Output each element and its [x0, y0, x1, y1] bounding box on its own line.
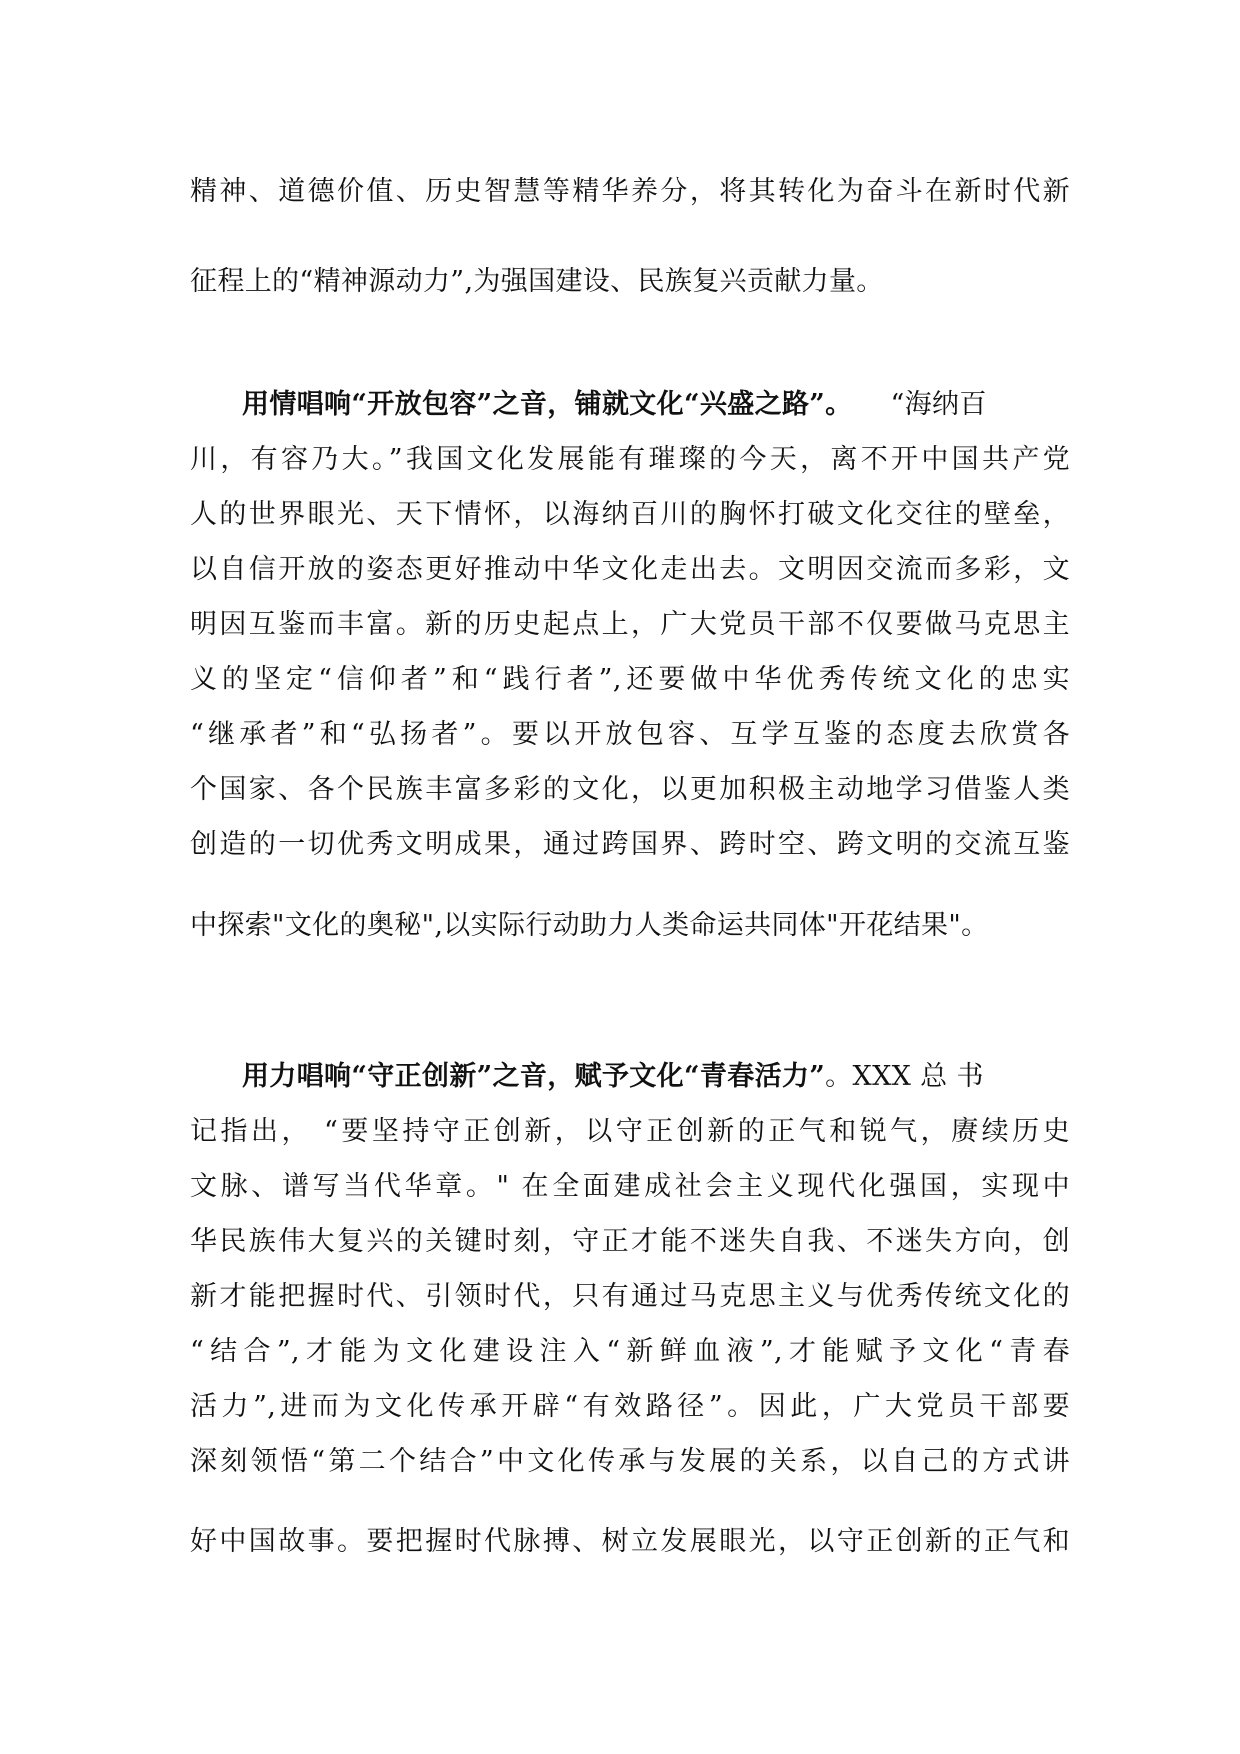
section2-line-2: 记指出， “要坚持守正创新，以守正创新的正气和锐气，赓续历史 [190, 1116, 1070, 1147]
intro-line-1: 精神、道德价值、历史智慧等精华养分，将其转化为奋斗在新时代新 [190, 176, 1070, 207]
section1-line-8: 个国家、各个民族丰富多彩的文化，以更加积极主动地学习借鉴人类 [190, 774, 1070, 805]
section1-line-7: “继承者”和“弘扬者”。要以开放包容、互学互鉴的态度去欣赏各 [190, 719, 1070, 750]
section2-first-line [242, 1057, 1070, 1097]
section1-heading: 用情唱响“开放包容”之音，铺就文化“兴盛之路”。 [242, 389, 853, 420]
section1-line-9: 创造的一切优秀文明成果，通过跨国界、跨时空、跨文明的交流互鉴 [190, 829, 1070, 860]
section1-line-5: 明因互鉴而丰富。新的历史起点上，广大党员干部不仅要做马克思主 [190, 609, 1070, 640]
section2-heading: 用力唱响“守正创新”之音，赋予文化“青春活力” [242, 1061, 826, 1092]
section2-first-line-rest: 。XXX 总 书 [825, 1061, 984, 1092]
section1-line-4: 以自信开放的姿态更好推动中华文化走出去。文明因交流而多彩，文 [190, 554, 1070, 585]
section2-line-8: 深刻领悟“第二个结合”中文化传承与发展的关系，以自己的方式讲 [190, 1446, 1070, 1477]
section1-first-line-rest: “海纳百 [890, 389, 987, 420]
intro-line-2: 征程上的“精神源动力”,为强国建设、民族复兴贡献力量。 [190, 266, 884, 297]
section2-line-9: 好中国故事。要把握时代脉搏、树立发展眼光，以守正创新的正气和 [190, 1526, 1070, 1557]
section1-first-line [242, 385, 1070, 425]
section2-line-6: “结合”,才能为文化建设注入“新鲜血液”,才能赋予文化“青春 [190, 1336, 1070, 1367]
section2-line-5: 新才能把握时代、引领时代，只有通过马克思主义与优秀传统文化的 [190, 1281, 1070, 1312]
section2-line-4: 华民族伟大复兴的关键时刻，守正才能不迷失自我、不迷失方向，创 [190, 1226, 1070, 1257]
section2-line-7: 活力”,进而为文化传承开辟“有效路径”。因此，广大党员干部要 [190, 1391, 1070, 1422]
section1-line-3: 人的世界眼光、天下情怀，以海纳百川的胸怀打破文化交往的壁垒， [190, 499, 1070, 530]
section1-line-10: 中探索"文化的奥秘",以实际行动助力人类命运共同体"开花结果"。 [190, 910, 989, 941]
section1-line-2: 川，有容乃大。”我国文化发展能有璀璨的今天，离不开中国共产党 [190, 444, 1070, 475]
section1-line-6: 义的坚定“信仰者”和“践行者”,还要做中华优秀传统文化的忠实 [190, 664, 1070, 695]
section2-line-3: 文脉、谱写当代华章。" 在全面建成社会主义现代化强国，实现中 [190, 1171, 1070, 1202]
